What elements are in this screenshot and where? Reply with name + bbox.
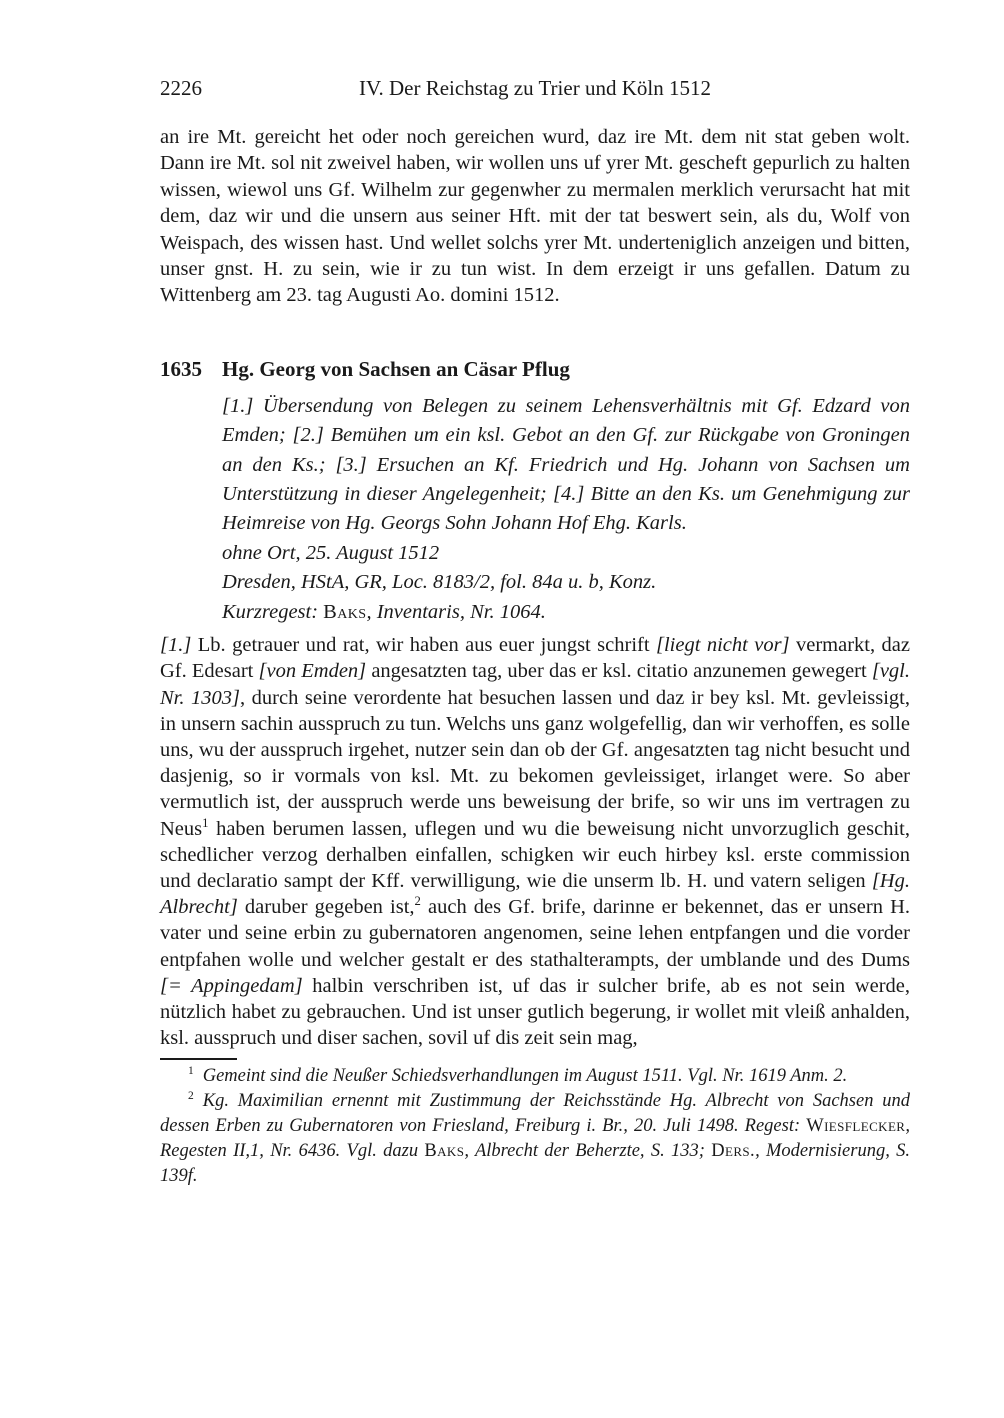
footnotes-section — [160, 1064, 910, 1189]
entry-title: Hg. Georg von Sachsen an Cäsar Pflug — [222, 356, 570, 381]
footnote-1: $^1$ Gemeint sind die Neußer Schiedsverhandlungen im August 1511. Vgl. Nr. 1619 Anm. 2. — [188, 1065, 848, 1087]
entry-number: 1635 — [160, 356, 202, 381]
footnote-2: $^2$ Kg. Maximilian ernennt mit Zustimmung der Reichsstände Hg. Albrecht von Sachsen und dessen Erben zu Gubernatoren von Friesland, Freiburg i. Br., 20. Juli 1498. Regest: Wiesflecker, Regesten II,1, Nr. 6436. Vgl. dazu Baks, Albrecht der Beherzte, S. 133; Ders., Modernisierung, S. 139f. — [160, 1090, 910, 1187]
entry-kurzregest-line: Kurzregest: Baks, Inventaris, Nr. 1064. — [222, 600, 546, 623]
running-header-title: IV. Der Reichstag zu Trier und Köln 1512 — [359, 76, 711, 100]
entry-source-line: Dresden, HStA, GR, Loc. 8183/2, fol. 84a u. b, Konz. — [222, 571, 657, 594]
entry-regest-block — [222, 392, 910, 627]
page-number: 2226 — [160, 76, 202, 100]
running-head — [160, 76, 910, 103]
entry-heading — [160, 356, 910, 382]
entry-date-line: ohne Ort, 25. August 1512 — [222, 541, 440, 564]
footnote-separator-rule — [160, 1058, 237, 1060]
body-paragraph: [1.] Lb. getrauer und rat, wir haben aus euer jungst schrift [liegt nicht vor] vermarkt, daz Gf. Edesart [von Emden] angesatzten tag, uber das er ksl. citatio anzunemen gewegert [vgl. Nr. 1303], durch seine verordente hat besuchen lassen und daz ir bey ksl. Mt. gevleissigt, in unsern sachin ausspruch zu tun. Welchs uns ganz wolgefellig, dan wir verhoffen, es solle uns, wu der ausspruch irgehet, nutzer sein dan ob der Gf. angesatzten tag nicht besucht und dasjenig, so ir vormals von ksl. Mt. zu bekomen gevleissiget, irlanget were. So aber vermutlich ist, der ausspruch werde uns beweisung der brife, so wir uns im vertragen zu Neus$^1$ haben berumen lassen, uflegen und wu die beweisung nicht unvorzuglich geschit, schedlicher verzog derhalben einfallen, schigken wir euch hirbey ksl. erste commission und declaratio sampt der Kff. verwilligung, wie die unserm lb. H. und vatern seligen [Hg. Albrecht] daruber gegeben ist,$^2$ auch des Gf. brife, darinne er bekennet, das er unsern H. vater und seine erbin zu gubernatoren angenomen, seine lehen entpfangen und die vorder entpfahen wolle und welcher gestalt er des stathalterampts, der umblande und des Dums [= Appingedam] halbin verschriben ist, uf das ir sulcher brife, ab es not sein werde, nützlich habet zu gebrauchen. Und ist unser gutlich begerung, ir wollet mit vleiß anhalden, ksl. ausspruch und diser sachen, sovil uf dis zeit sein mag, — [160, 634, 911, 1050]
intro-paragraph: an ire Mt. gereicht het oder noch gereichen wurd, daz ire Mt. dem nit stat geben wolt. Dann ire Mt. sol nit zweivel haben, wir wollen uns uf yrer Mt. gescheft gepurlich zu halten wissen, wiewol uns Gf. Wilhelm zur gegenwher zu mermalen merklich verursacht hat mit dem, daz wir und die unsern aus seiner Hft. mit der tat beswert sein, als du, Wolf von Weispach, des wissen hast. Und wellet solchs yrer Mt. underteniglich anzeigen und bitten, unser gnst. H. zu sein, wie ir zu tun wist. In dem erzeigt ir uns gefallen. Datum zu Wittenberg am 23. tag Augusti Ao. domini 1512. — [160, 126, 910, 307]
entry-summary: [1.] Übersendung von Belegen zu seinem Lehensverhältnis mit Gf. Edzard von Emden; [2.] Bemühen um ein ksl. Gebot an den Gf. zur Rückgabe von Groningen an den Ks.; [3.] Ersuchen an Kf. Friedrich und Hg. Johann von Sachsen um Unterstützung in dieser Angelegenheit; [4.] Bitte an den Ks. um Genehmigung zur Heimreise von Hg. Georgs Sohn Johann Hof Ehg. Karls. — [222, 394, 910, 535]
